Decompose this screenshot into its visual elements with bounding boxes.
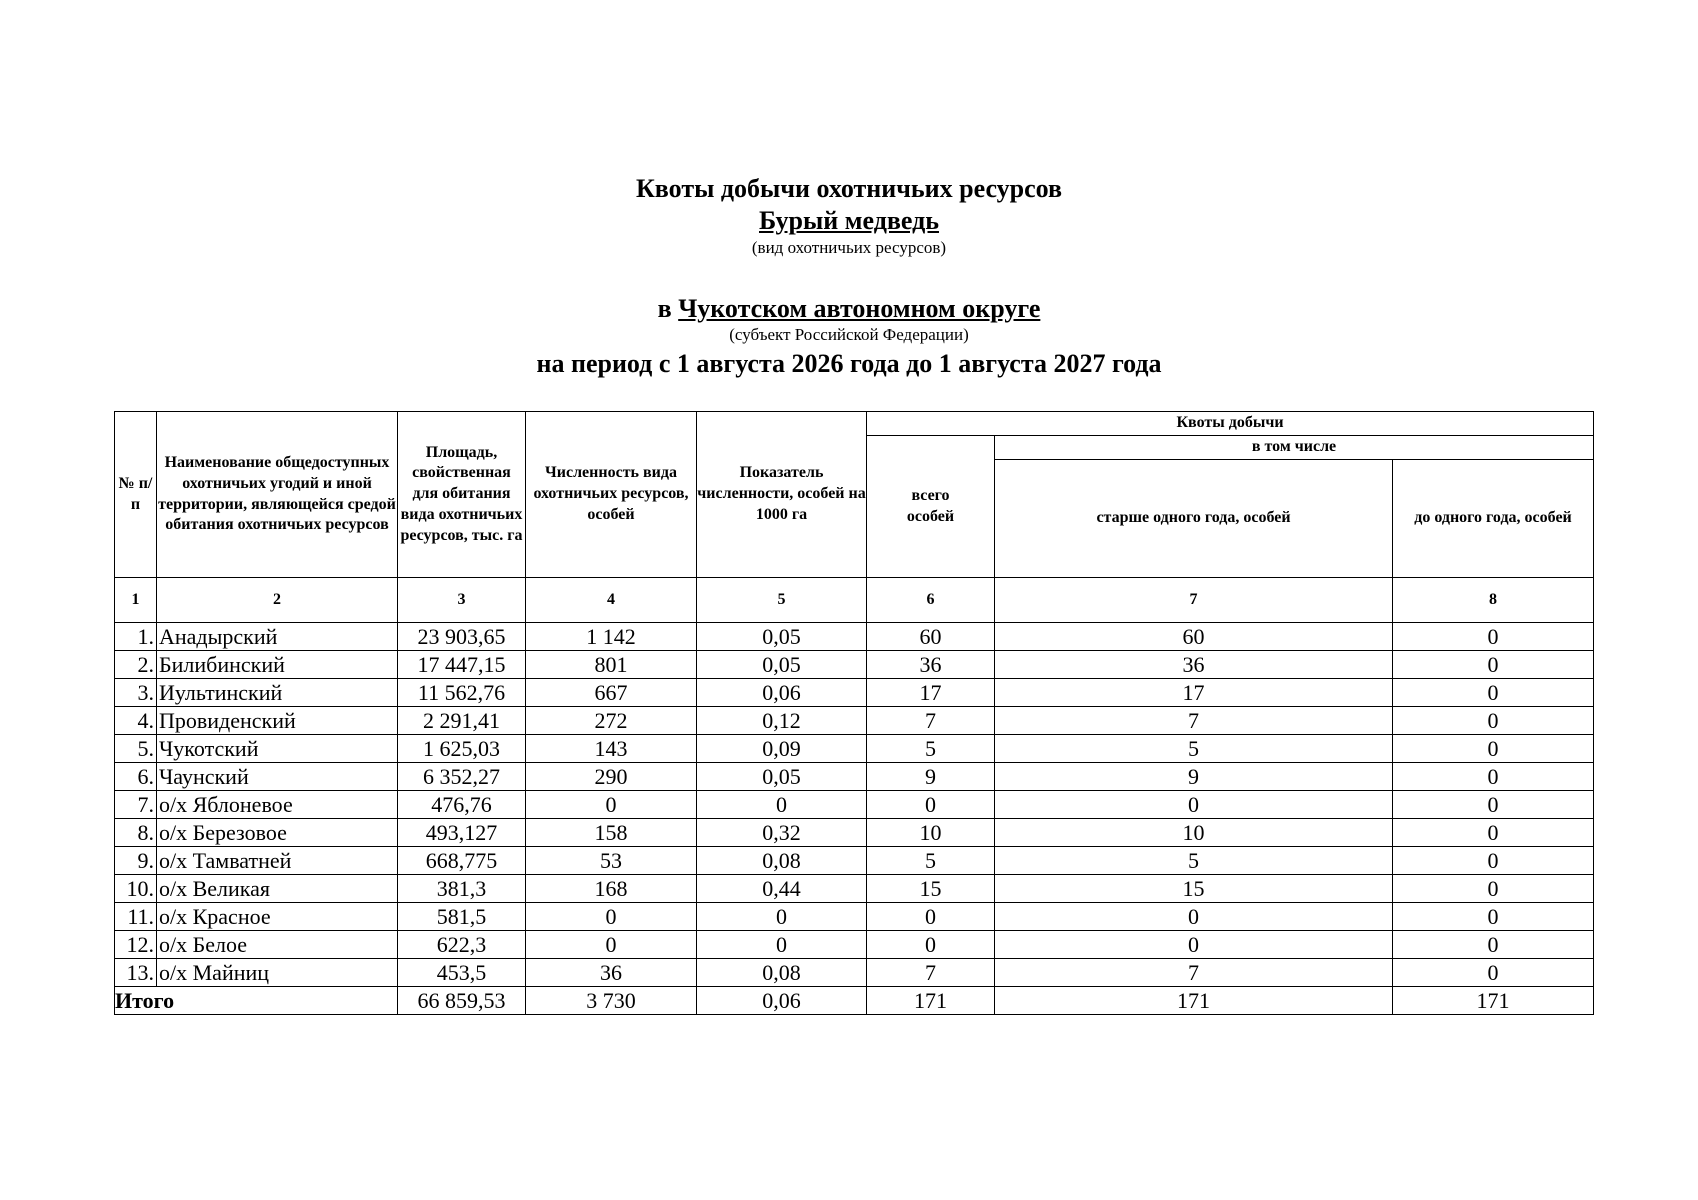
row-population: 272 bbox=[526, 707, 697, 735]
row-quota-younger: 0 bbox=[1393, 735, 1594, 763]
column-number: 7 bbox=[995, 578, 1393, 623]
total-area: 66 859,53 bbox=[398, 987, 526, 1015]
header-num: № п/п bbox=[115, 412, 157, 578]
row-quota-younger: 0 bbox=[1393, 875, 1594, 903]
table-row bbox=[115, 651, 1594, 679]
row-quota-older: 17 bbox=[995, 679, 1393, 707]
column-number: 8 bbox=[1393, 578, 1594, 623]
row-quota-total: 7 bbox=[867, 707, 995, 735]
table-row bbox=[115, 707, 1594, 735]
row-area: 581,5 bbox=[398, 903, 526, 931]
row-quota-total: 5 bbox=[867, 735, 995, 763]
row-area: 668,775 bbox=[398, 847, 526, 875]
total-row bbox=[115, 987, 1594, 1015]
row-index: 9. bbox=[115, 847, 157, 875]
row-area: 476,76 bbox=[398, 791, 526, 819]
row-name: о/х Майниц bbox=[157, 959, 398, 987]
row-index: 10. bbox=[115, 875, 157, 903]
row-quota-total: 7 bbox=[867, 959, 995, 987]
row-index: 5. bbox=[115, 735, 157, 763]
table-row bbox=[115, 959, 1594, 987]
header-name: Наименование общедоступных охотничьих угодий и иной территории, являющейся средой обитания охотничьих ресурсов bbox=[157, 412, 398, 578]
row-name: Чукотский bbox=[157, 735, 398, 763]
row-quota-younger: 0 bbox=[1393, 847, 1594, 875]
table-row bbox=[115, 819, 1594, 847]
row-quota-younger: 0 bbox=[1393, 959, 1594, 987]
row-population: 801 bbox=[526, 651, 697, 679]
row-density: 0 bbox=[697, 903, 867, 931]
row-area: 23 903,65 bbox=[398, 623, 526, 651]
region-line bbox=[0, 294, 1698, 324]
row-density: 0,08 bbox=[697, 959, 867, 987]
row-quota-total: 15 bbox=[867, 875, 995, 903]
species-caption: (вид охотничьих ресурсов) bbox=[751, 238, 947, 257]
row-name: о/х Березовое bbox=[157, 819, 398, 847]
row-quota-younger: 0 bbox=[1393, 679, 1594, 707]
table-row bbox=[115, 679, 1594, 707]
row-density: 0,05 bbox=[697, 623, 867, 651]
row-quota-younger: 0 bbox=[1393, 819, 1594, 847]
row-name: Чаунский bbox=[157, 763, 398, 791]
row-quota-older: 7 bbox=[995, 707, 1393, 735]
column-number: 3 bbox=[398, 578, 526, 623]
row-index: 11. bbox=[115, 903, 157, 931]
row-quota-older: 0 bbox=[995, 903, 1393, 931]
column-number: 6 bbox=[867, 578, 995, 623]
row-index: 1. bbox=[115, 623, 157, 651]
row-quota-younger: 0 bbox=[1393, 623, 1594, 651]
row-name: о/х Великая bbox=[157, 875, 398, 903]
row-population: 53 bbox=[526, 847, 697, 875]
table-row bbox=[115, 763, 1594, 791]
row-name: о/х Яблоневое bbox=[157, 791, 398, 819]
row-population: 667 bbox=[526, 679, 697, 707]
row-index: 3. bbox=[115, 679, 157, 707]
header-quota: Квоты добычи bbox=[867, 412, 1594, 436]
row-quota-younger: 0 bbox=[1393, 931, 1594, 959]
total-density: 0,06 bbox=[697, 987, 867, 1015]
total-younger: 171 bbox=[1393, 987, 1594, 1015]
row-density: 0,12 bbox=[697, 707, 867, 735]
header-younger: до одного года, особей bbox=[1393, 460, 1594, 578]
quota-table bbox=[114, 411, 1594, 1015]
row-area: 11 562,76 bbox=[398, 679, 526, 707]
table-row bbox=[115, 791, 1594, 819]
row-quota-total: 9 bbox=[867, 763, 995, 791]
table-row bbox=[115, 623, 1594, 651]
row-density: 0,05 bbox=[697, 763, 867, 791]
total-population: 3 730 bbox=[526, 987, 697, 1015]
row-density: 0,32 bbox=[697, 819, 867, 847]
header-population: Численность вида охотничьих ресурсов, особей bbox=[526, 412, 697, 578]
row-area: 1 625,03 bbox=[398, 735, 526, 763]
total-quota: 171 bbox=[867, 987, 995, 1015]
row-area: 2 291,41 bbox=[398, 707, 526, 735]
row-density: 0,44 bbox=[697, 875, 867, 903]
row-quota-older: 5 bbox=[995, 847, 1393, 875]
row-area: 493,127 bbox=[398, 819, 526, 847]
row-quota-older: 0 bbox=[995, 791, 1393, 819]
row-population: 168 bbox=[526, 875, 697, 903]
row-quota-total: 60 bbox=[867, 623, 995, 651]
region-name: Чукотском автономном округе bbox=[678, 294, 1041, 323]
row-index: 8. bbox=[115, 819, 157, 847]
row-name: Билибинский bbox=[157, 651, 398, 679]
document-title: Квоты добычи охотничьих ресурсов bbox=[635, 174, 1063, 203]
row-area: 622,3 bbox=[398, 931, 526, 959]
row-area: 17 447,15 bbox=[398, 651, 526, 679]
row-quota-total: 0 bbox=[867, 791, 995, 819]
row-name: о/х Тамватней bbox=[157, 847, 398, 875]
row-quota-older: 36 bbox=[995, 651, 1393, 679]
row-index: 2. bbox=[115, 651, 157, 679]
row-density: 0,09 bbox=[697, 735, 867, 763]
row-quota-younger: 0 bbox=[1393, 763, 1594, 791]
row-quota-total: 36 bbox=[867, 651, 995, 679]
row-name: Анадырский bbox=[157, 623, 398, 651]
row-quota-total: 5 bbox=[867, 847, 995, 875]
row-quota-younger: 0 bbox=[1393, 791, 1594, 819]
row-density: 0,05 bbox=[697, 651, 867, 679]
row-quota-younger: 0 bbox=[1393, 903, 1594, 931]
table-row bbox=[115, 931, 1594, 959]
row-index: 7. bbox=[115, 791, 157, 819]
header-older: старше одного года, особей bbox=[995, 460, 1393, 578]
row-index: 4. bbox=[115, 707, 157, 735]
row-population: 0 bbox=[526, 903, 697, 931]
row-population: 290 bbox=[526, 763, 697, 791]
table-row bbox=[115, 875, 1594, 903]
row-name: Иультинский bbox=[157, 679, 398, 707]
row-index: 12. bbox=[115, 931, 157, 959]
row-population: 1 142 bbox=[526, 623, 697, 651]
row-population: 143 bbox=[526, 735, 697, 763]
header-including: в том числе bbox=[995, 436, 1594, 460]
row-population: 0 bbox=[526, 931, 697, 959]
row-index: 6. bbox=[115, 763, 157, 791]
row-population: 36 bbox=[526, 959, 697, 987]
row-area: 381,3 bbox=[398, 875, 526, 903]
row-density: 0,08 bbox=[697, 847, 867, 875]
region-prefix: в bbox=[657, 294, 679, 323]
table-row bbox=[115, 735, 1594, 763]
row-density: 0,06 bbox=[697, 679, 867, 707]
column-number: 1 bbox=[115, 578, 157, 623]
column-number: 5 bbox=[697, 578, 867, 623]
row-quota-older: 15 bbox=[995, 875, 1393, 903]
row-area: 6 352,27 bbox=[398, 763, 526, 791]
row-index: 13. bbox=[115, 959, 157, 987]
header-total: всего особей bbox=[867, 436, 995, 578]
region-caption: (субъект Российской Федерации) bbox=[729, 325, 969, 344]
row-name: Провиденский bbox=[157, 707, 398, 735]
row-population: 0 bbox=[526, 791, 697, 819]
column-number: 2 bbox=[157, 578, 398, 623]
row-name: о/х Красное bbox=[157, 903, 398, 931]
row-quota-total: 17 bbox=[867, 679, 995, 707]
header-density: Показатель численности, особей на 1000 га bbox=[697, 412, 867, 578]
total-label: Итого bbox=[115, 987, 398, 1015]
row-quota-older: 10 bbox=[995, 819, 1393, 847]
row-quota-older: 60 bbox=[995, 623, 1393, 651]
row-quota-older: 5 bbox=[995, 735, 1393, 763]
row-density: 0 bbox=[697, 791, 867, 819]
row-quota-older: 7 bbox=[995, 959, 1393, 987]
column-number: 4 bbox=[526, 578, 697, 623]
row-quota-total: 10 bbox=[867, 819, 995, 847]
row-area: 453,5 bbox=[398, 959, 526, 987]
table-row bbox=[115, 903, 1594, 931]
row-quota-younger: 0 bbox=[1393, 651, 1594, 679]
total-older: 171 bbox=[995, 987, 1393, 1015]
row-quota-younger: 0 bbox=[1393, 707, 1594, 735]
period-line: на период с 1 августа 2026 года до 1 августа 2027 года bbox=[536, 349, 1162, 378]
species-name: Бурый медведь bbox=[759, 206, 939, 235]
row-quota-total: 0 bbox=[867, 931, 995, 959]
row-quota-older: 0 bbox=[995, 931, 1393, 959]
row-name: о/х Белое bbox=[157, 931, 398, 959]
row-quota-older: 9 bbox=[995, 763, 1393, 791]
header-area: Площадь, свойственная для обитания вида охотничьих ресурсов, тыс. га bbox=[398, 412, 526, 578]
row-population: 158 bbox=[526, 819, 697, 847]
row-quota-total: 0 bbox=[867, 903, 995, 931]
table-row bbox=[115, 847, 1594, 875]
row-density: 0 bbox=[697, 931, 867, 959]
